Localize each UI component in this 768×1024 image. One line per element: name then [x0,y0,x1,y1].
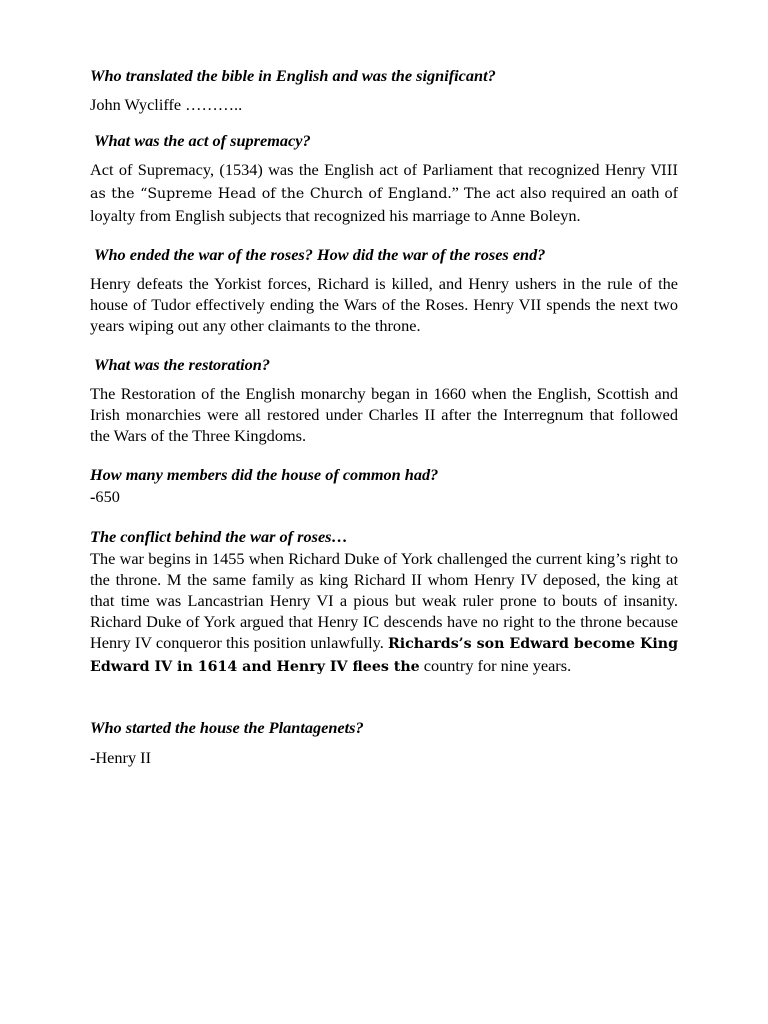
answer-house-of-commons [90,486,678,507]
question-restoration: What was the restoration? [94,355,270,374]
question-conflict-war-of-roses: The conflict behind the war of roses… [90,527,348,546]
answer-act-text-5: act also required an oath of loyalty from English subjects that recognized his marriage to Anne Boleyn. [90,183,679,225]
answer-conflict-war-of-roses [90,548,678,678]
question-plantagenets: Who started the house the Plantagenets? [90,718,364,737]
answer-value: Henry II [95,748,152,767]
answer-act-text-2: VIII as the “Supreme Head of the Church of England [90,163,678,202]
answer-restoration: The Restoration of the English monarchy began in 1660 when the English, Scottish and Irish monarchies were all restored under Charles II after the Interregnum that followed the Wars of the Three Kingdoms. [90,384,678,445]
answer-value: 650 [95,487,120,506]
answer-war-of-roses-end: Henry defeats the Yorkist forces, Richard is killed, and Henry ushers in the rule of the house of Tudor effectively ending the Wars of the Roses. Henry VII spends the next two years wiping out any other claimants to the throne. [90,274,678,335]
answer-act-text-1: Act of Supremacy, (1534) was the English act of Parliament that recognized Henry [90,160,651,179]
document-page [90,62,678,768]
answer-conflict-text-3: country for nine years. [419,656,572,675]
question-bible-translation: Who translated the bible in English and was the significant? [90,66,496,85]
answer-conflict-text-2: Richards’s son Edward become King Edward IV in 1614 and Henry IV flees the [90,636,678,675]
question-act-of-supremacy: What was the act of supremacy? [94,131,311,150]
answer-act-of-supremacy [90,159,678,226]
answer-act-text-3: .” [447,183,464,202]
answer-bible-translation: John Wycliffe ……….. [90,95,243,114]
answer-dash: - [90,748,96,767]
answer-plantagenets [90,747,678,768]
answer-dash: - [90,487,96,506]
answer-conflict-text-1: The war begins in 1455 when Richard Duke of York challenged the current king’s right to the throne. M the same family as king Richard II whom Henry IV deposed, the king at that time was Lancastrian Henry VI a pious but weak ruler prone to bouts of insanity. Richard Duke of York argued that Henry IC descends have no right to the throne because Henry IV conqueror this position unlawfully. [90,549,678,652]
question-house-of-commons: How many members did the house of common had? [90,465,439,484]
answer-act-text-4: The [463,186,491,202]
question-war-of-roses-end: Who ended the war of the roses? How did the war of the roses end? [94,245,546,264]
